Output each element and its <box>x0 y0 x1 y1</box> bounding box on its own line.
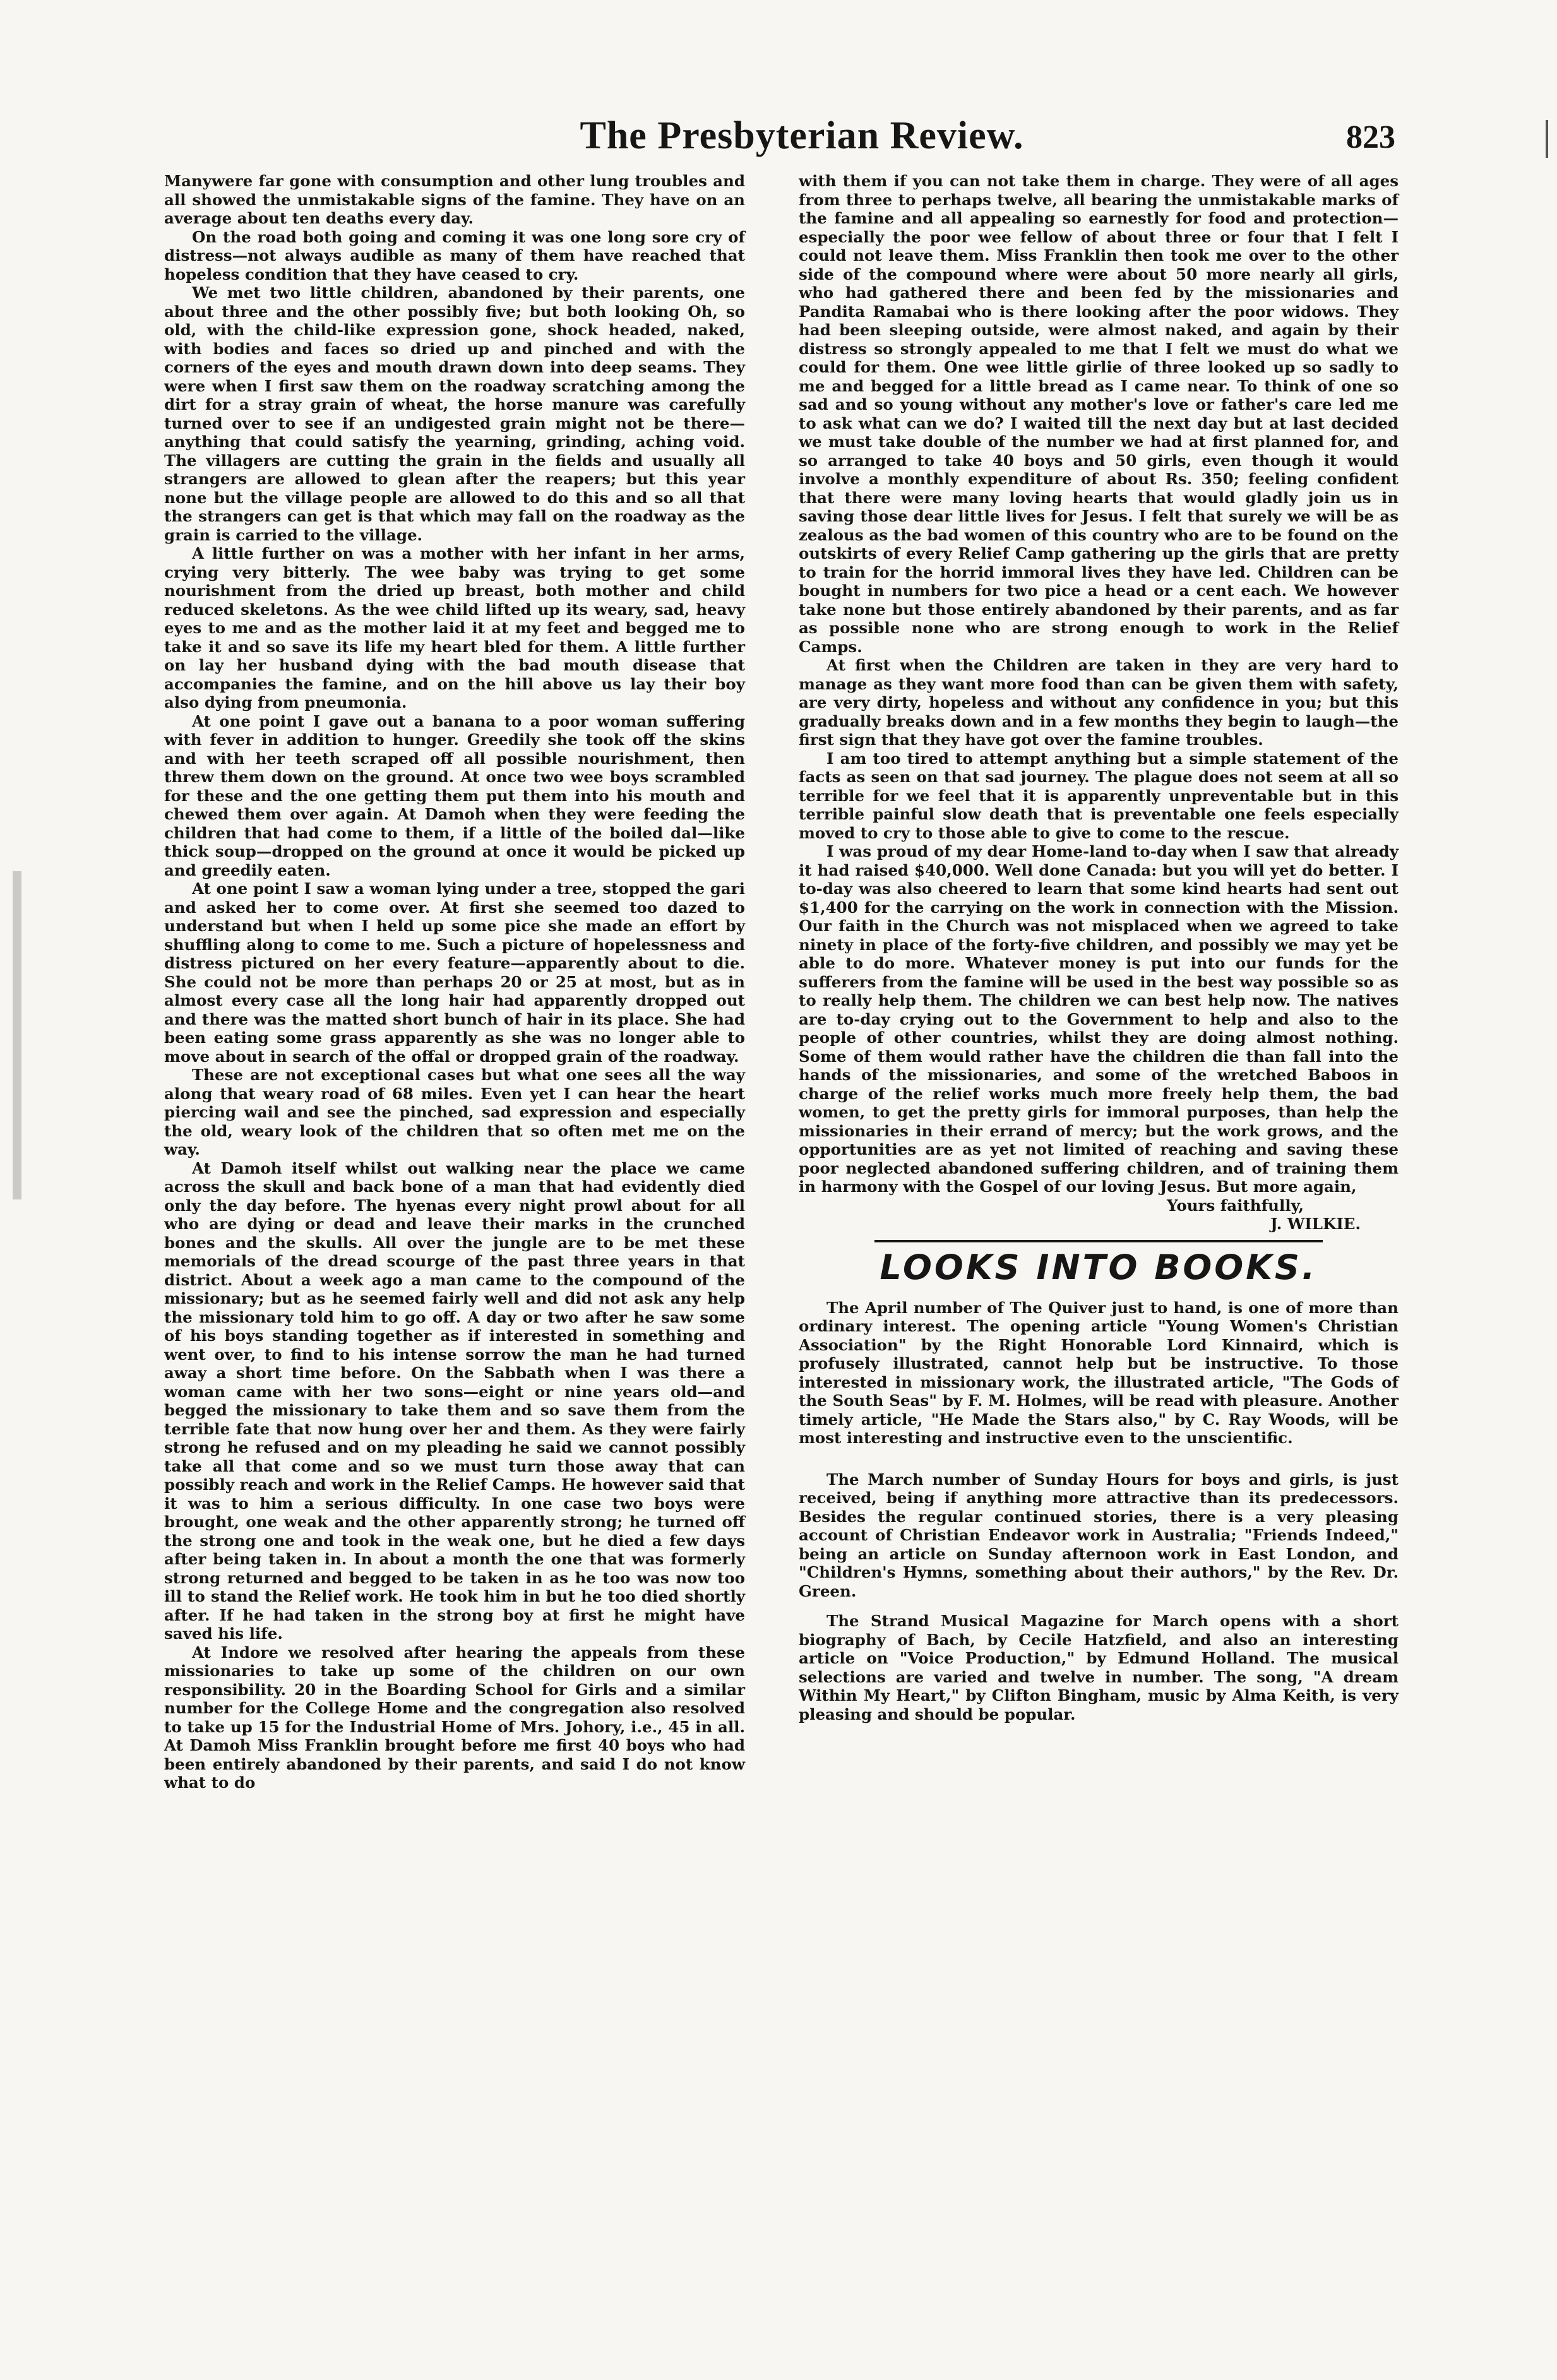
paragraph: At Damoh itself whilst out walking near the place we came across the skull and back bone of a man that had evidently died only the day before. The hyenas every night prowl about for all who are dying or dead and leave their marks in the crunched bones and the skulls. All over the jungle are to be met these memorials of the dread scourge of the past three years in that district. About a week ago a man came to the compound of the missionary; but as he seemed fairly well and did not ask any help the missionary told him to go off. A day or two after he saw some of his boys standing together as if interested in something and went over, to find to his intense sorrow the man he had turned away a short time before. On the Sabbath when I was there a woman came with her two sons—eight or nine years old—and begged the missionary to take them and so save them from the terrible fate that now hung over her and them. As they were fairly strong he refused and on my pleading he said we cannot possibly take all that come and so we must turn those away that can possibly reach and work in the Relief Camps. He however said that it was to him a serious difficulty. In one case two boys were brought, one weak and the other apparently strong; he turned off the strong one and took in the weak one, but he died a few days after being taken in. In about a month the one that was formerly strong returned and begged to be taken in as he too was now too ill to stand the Relief work. He took him in but he too died shortly after. If he had taken in the strong boy at first he might have saved his life. <box>164 1158 745 1643</box>
section-divider <box>874 1240 1323 1242</box>
paragraph: At Indore we resolved after hearing the appeals from these missionaries to take up some of the children on our own responsibility. 20 in the Boarding School for Girls and a similar number for the College Home and the congregation also resolved to take up 15 for the Industrial Home of Mrs. Johory, i.e., 45 in all. At Damoh Miss Franklin brought before me first 40 boys who had been entirely abandoned by their parents, and said I do not know what to do <box>164 1643 745 1792</box>
scan-edge-mark <box>1546 120 1548 158</box>
paragraph: On the road both going and coming it was one long sore cry of distress—not always audible as many of them have reached that hopeless condition that they have ceased to cry. <box>164 227 745 283</box>
paragraph: These are not exceptional cases but what one sees all the way along that weary road of 68 miles. Even yet I can hear the heart piercing wail and see the pinched, sad expression and especially the old, weary look of the children that so often met me on the way. <box>164 1066 745 1158</box>
letter-signature <box>799 1196 1399 1234</box>
paragraph: A little further on was a mother with her infant in her arms, crying very bitterly. The wee baby was trying to get some nourishment from the dried up breast, both mother and child reduced skeletons. As the wee child lifted up its weary, sad, heavy eyes to me and as the mother laid it at my feet and begged me to take it and so save its life my heart bled for them. A little further on lay her husband dying with the bad mouth disease that accompanies the famine, and on the hill above us lay their boy also dying from pneumonia. <box>164 544 745 711</box>
journal-title: The Presbyterian Review. <box>580 114 1024 157</box>
paragraph: with them if you can not take them in charge. They were of all ages from three to perhaps twelve, all bearing the unmistakable marks of the famine and all appealing so earnestly for food and protection—especially the poor wee fellow of about three or four that I felt I could not leave them. Miss Franklin then took me over to the other side of the compound where were about 50 more nearly all girls, who had gathered there and been fed by the missionaries and Pandita Ramabai who is there looking after the poor widows. They had been sleeping outside, were almost naked, and again by their distress so strongly appealed to me that I felt we must do what we could for them. One wee little girlie of three looked up so sadly to me and begged for a little bread as I came near. To think of one so sad and so young without any mother's love or father's care led me to ask what can we do? I waited till the next day but at last decided we must take double of the number we had at first planned for, and so arranged to take 40 boys and 50 girls, even though it would involve a monthly expenditure of about Rs. 350; feeling confident that there were many loving hearts that would gladly join us in saving those dear little lives for Jesus. I felt that surely we will be as zealous as the bad women of this country who are to be found on the outskirts of every Relief Camp gathering up the girls that are pretty to train for the horrid immoral lives they have led. Children can be bought in numbers for two pice a head or a cent each. We however take none but those entirely abandoned by their parents, and as far as possible none who are strong enough to work in the Relief Camps. <box>799 172 1399 656</box>
review-paragraph: The March number of Sunday Hours for boys and girls, is just received, being if anything more attractive than its predecessors. Besides the regular continued stories, there is a very pleasing account of Christian Endeavor work in Australia; "Friends Indeed," being an article on Sunday afternoon work in East London, and "Children's Hymns, something about their authors," by the Rev. Dr. Green. <box>799 1470 1399 1600</box>
spacer <box>799 1600 1399 1612</box>
scan-edge-mark <box>13 871 21 1199</box>
review-paragraph: The Strand Musical Magazine for March opens with a short biography of Bach, by Cecile Hatzfield, and also an interesting article on "Voice Production," by Edmund Holland. The musical selections are varied and twelve in number. The song, "A dream Within My Heart," by Clifton Bingham, music by Alma Keith, is very pleasing and should be popular. <box>799 1612 1399 1723</box>
page-header <box>164 114 1395 164</box>
spacer <box>799 1448 1399 1470</box>
paragraph: We met two little children, abandoned by their parents, one about three and the other possibly five; but both looking Oh, so old, with the child-like expression gone, shock headed, naked, with bodies and faces so dried up and pinched and with the corners of the eyes and mouth drawn down into deep seams. They were when I first saw them on the roadway scratching among the dirt for a stray grain of wheat, the horse manure was carefully turned over to see if an undigested grain might not be there—anything that could satisfy the yearning, grinding, aching void. The villagers are cutting the grain in the fields and usually all strangers are allowed to glean after the reapers; but this year none but the village people are allowed to do this and so all that the strangers can get is that which may fall on the roadway as the grain is carried to the village. <box>164 283 745 544</box>
review-paragraph: The April number of The Quiver just to hand, is one of more than ordinary interest. The opening article "Young Women's Christian Association" by the Right Honorable Lord Kinnaird, which is profusely illustrated, cannot help but be instructive. To those interested in missionary work, the illustrated article, "The Gods of the South Seas" by F. M. Holmes, will be read with pleasure. Another timely article, "He Made the Stars also," by C. Ray Woods, will be most interesting and instructive even to the unscientific. <box>799 1298 1399 1447</box>
paragraph: I was proud of my dear Home-land to-day when I saw that already it had raised $40,000. Well done Canada: but you will yet do better. I to-day was also cheered to learn that some kind hearts had sent out $1,400 for the carrying on the work in connection with the Mission. Our faith in the Church was not misplaced when we agreed to take ninety in place of the forty-five children, and possibly we may yet be able to do more. Whatever money is put into our funds for the sufferers from the famine will be used in the best way possible so as to really help them. The children we can best help now. The natives are to-day crying out to the Government to help and also to the people of other countries, whilst they are doing almost nothing. Some of them would rather have the children die than fall into the hands of the missionaries, and some of the wretched Baboos in charge of the relief works much more freely help them, the bad women, to get the pretty girls for immoral purposes, than help the missionaries in their errand of mercy; but the work grows, and the opportunities are as yet not limited of reaching and saving these poor neglected abandoned suffering children, and of training them in harmony with the Gospel of our loving Jesus. But more again, <box>799 842 1399 1196</box>
right-column <box>799 172 1399 1723</box>
paragraph: At first when the Children are taken in they are very hard to manage as they want more food than can be given them with safety, are very dirty, hopeless and without any confidence in you; but this gradually breaks down and in a few months they begin to laugh—the first sign that they have got over the famine troubles. <box>799 656 1399 749</box>
paragraph: At one point I saw a woman lying under a tree, stopped the gari and asked her to come over. At first she seemed too dazed to understand but when I held up some pice she made an effort by shuffling along to come to me. Such a picture of hopelessness and distress pictured on her every feature—apparently about to die. She could not be more than perhaps 20 or 25 at most, but as in almost every case all the long hair had apparently dropped out and there was the matted short bunch of hair in its place. She had been eating some grass apparently as she was no longer able to move about in search of the offal or dropped grain of the roadway. <box>164 879 745 1066</box>
signer-name: J. WILKIE. <box>1270 1215 1361 1233</box>
page-number: 823 <box>1346 119 1395 155</box>
paragraph: I am too tired to attempt anything but a simple statement of the facts as seen on that sad journey. The plague does not seem at all so terrible for we feel that it is apparently unpreventable but in this terrible painful slow death that is preventable one feels especially moved to cry to those able to give to come to the rescue. <box>799 749 1399 842</box>
paragraph: At one point I gave out a banana to a poor woman suffering with fever in addition to hunger. Greedily she took off the skins and with her teeth scraped off all possible nourishment, then threw them down on the ground. At once two wee boys scrambled for these and the one getting them put them into his mouth and chewed them over again. At Damoh when they were feeding the children that had come to them, if a little of the boiled dal—like thick soup—dropped on the ground at once it would be picked up and greedily eaten. <box>164 711 745 879</box>
closing: Yours faithfully, <box>1167 1196 1304 1215</box>
paragraph: Manywere far gone with consumption and other lung troubles and all showed the unmistakable signs of the famine. They have on an average about ten deaths every day. <box>164 172 745 227</box>
section-heading: LOOKS INTO BOOKS. <box>880 1247 1318 1287</box>
left-column <box>164 172 745 1792</box>
